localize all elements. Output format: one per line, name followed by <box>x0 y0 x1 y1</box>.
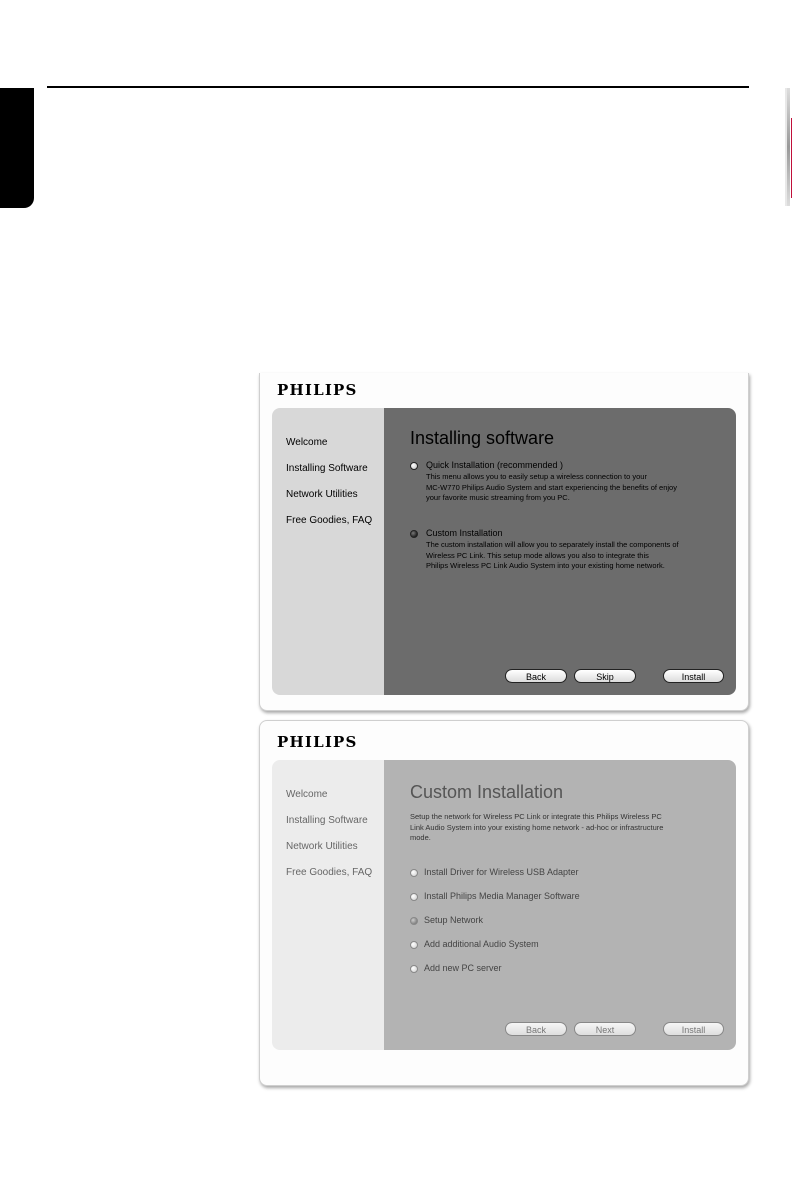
custom-installation-description: The custom installation will allow you to separately install the components of Wireless PC Link. This setup mode allows you also to integrate this Philips Wireless PC Link Audio System into your existing home network. <box>426 540 679 570</box>
skip-button[interactable]: Skip <box>574 669 636 683</box>
philips-logo: PHILIPS <box>277 381 358 399</box>
back-button[interactable]: Back <box>505 669 567 683</box>
installer-panel <box>272 408 736 695</box>
install-driver-label[interactable]: Install Driver for Wireless USB Adapter <box>424 867 579 877</box>
install-button[interactable]: Install <box>663 669 724 683</box>
install-media-manager-label[interactable]: Install Philips Media Manager Software <box>424 891 580 901</box>
page-title: Installing software <box>410 428 555 448</box>
next-button[interactable]: Next <box>574 1022 636 1036</box>
sidebar-nav <box>272 408 384 695</box>
nav-item-free-goodies-faq[interactable]: Free Goodies, FAQ <box>286 515 373 526</box>
custom-installation-description: Setup the network for Wireless PC Link or integrate this Philips Wireless PC Link Audio System into your existing home network - ad-hoc or infrastructure mode. <box>410 812 664 842</box>
add-pc-server-radio[interactable] <box>410 965 418 973</box>
option-install-media-manager[interactable] <box>410 891 580 901</box>
option-add-audio-system[interactable] <box>410 939 539 949</box>
install-driver-radio[interactable] <box>410 869 418 877</box>
installer-window-installing-software <box>259 373 749 711</box>
nav-item-free-goodies-faq[interactable]: Free Goodies, FAQ <box>286 867 373 878</box>
install-media-manager-radio[interactable] <box>410 893 418 901</box>
installer-panel <box>272 760 736 1050</box>
nav-item-welcome[interactable]: Welcome <box>286 789 328 800</box>
page-title: Custom Installation <box>410 782 564 802</box>
quick-installation-description: This menu allows you to easily setup a wireless connection to your MC-W770 Philips Audio System and start experiencing the benefits of enjoy your favorite music streaming from you PC. <box>426 472 677 502</box>
back-button[interactable]: Back <box>505 1022 567 1036</box>
quick-installation-label[interactable]: Quick Installation (recommended ) <box>426 460 564 470</box>
philips-logo: PHILIPS <box>277 733 358 751</box>
option-add-pc-server[interactable] <box>410 963 502 973</box>
installer-window-custom-installation <box>259 720 749 1086</box>
add-audio-system-label[interactable]: Add additional Audio System <box>424 939 539 949</box>
language-tab <box>0 88 34 208</box>
custom-installation-radio[interactable] <box>410 530 418 538</box>
nav-item-network-utilities[interactable]: Network Utilities <box>286 489 358 500</box>
sidebar-nav <box>272 760 384 1050</box>
nav-item-network-utilities[interactable]: Network Utilities <box>286 841 358 852</box>
install-button[interactable]: Install <box>663 1022 724 1036</box>
nav-item-installing-software[interactable]: Installing Software <box>286 815 368 826</box>
option-setup-network[interactable] <box>410 915 483 925</box>
setup-network-label[interactable]: Setup Network <box>424 915 484 925</box>
option-install-driver[interactable] <box>410 867 579 877</box>
page-edge-decoration <box>785 88 798 208</box>
custom-installation-label[interactable]: Custom Installation <box>426 528 503 538</box>
nav-item-installing-software[interactable]: Installing Software <box>286 463 368 474</box>
setup-network-radio[interactable] <box>410 917 418 925</box>
header-rule <box>47 86 749 88</box>
quick-installation-radio[interactable] <box>410 462 418 470</box>
add-pc-server-label[interactable]: Add new PC server <box>424 963 502 973</box>
nav-item-welcome[interactable]: Welcome <box>286 437 328 448</box>
content-area <box>384 760 736 1050</box>
content-area <box>384 408 736 695</box>
add-audio-system-radio[interactable] <box>410 941 418 949</box>
